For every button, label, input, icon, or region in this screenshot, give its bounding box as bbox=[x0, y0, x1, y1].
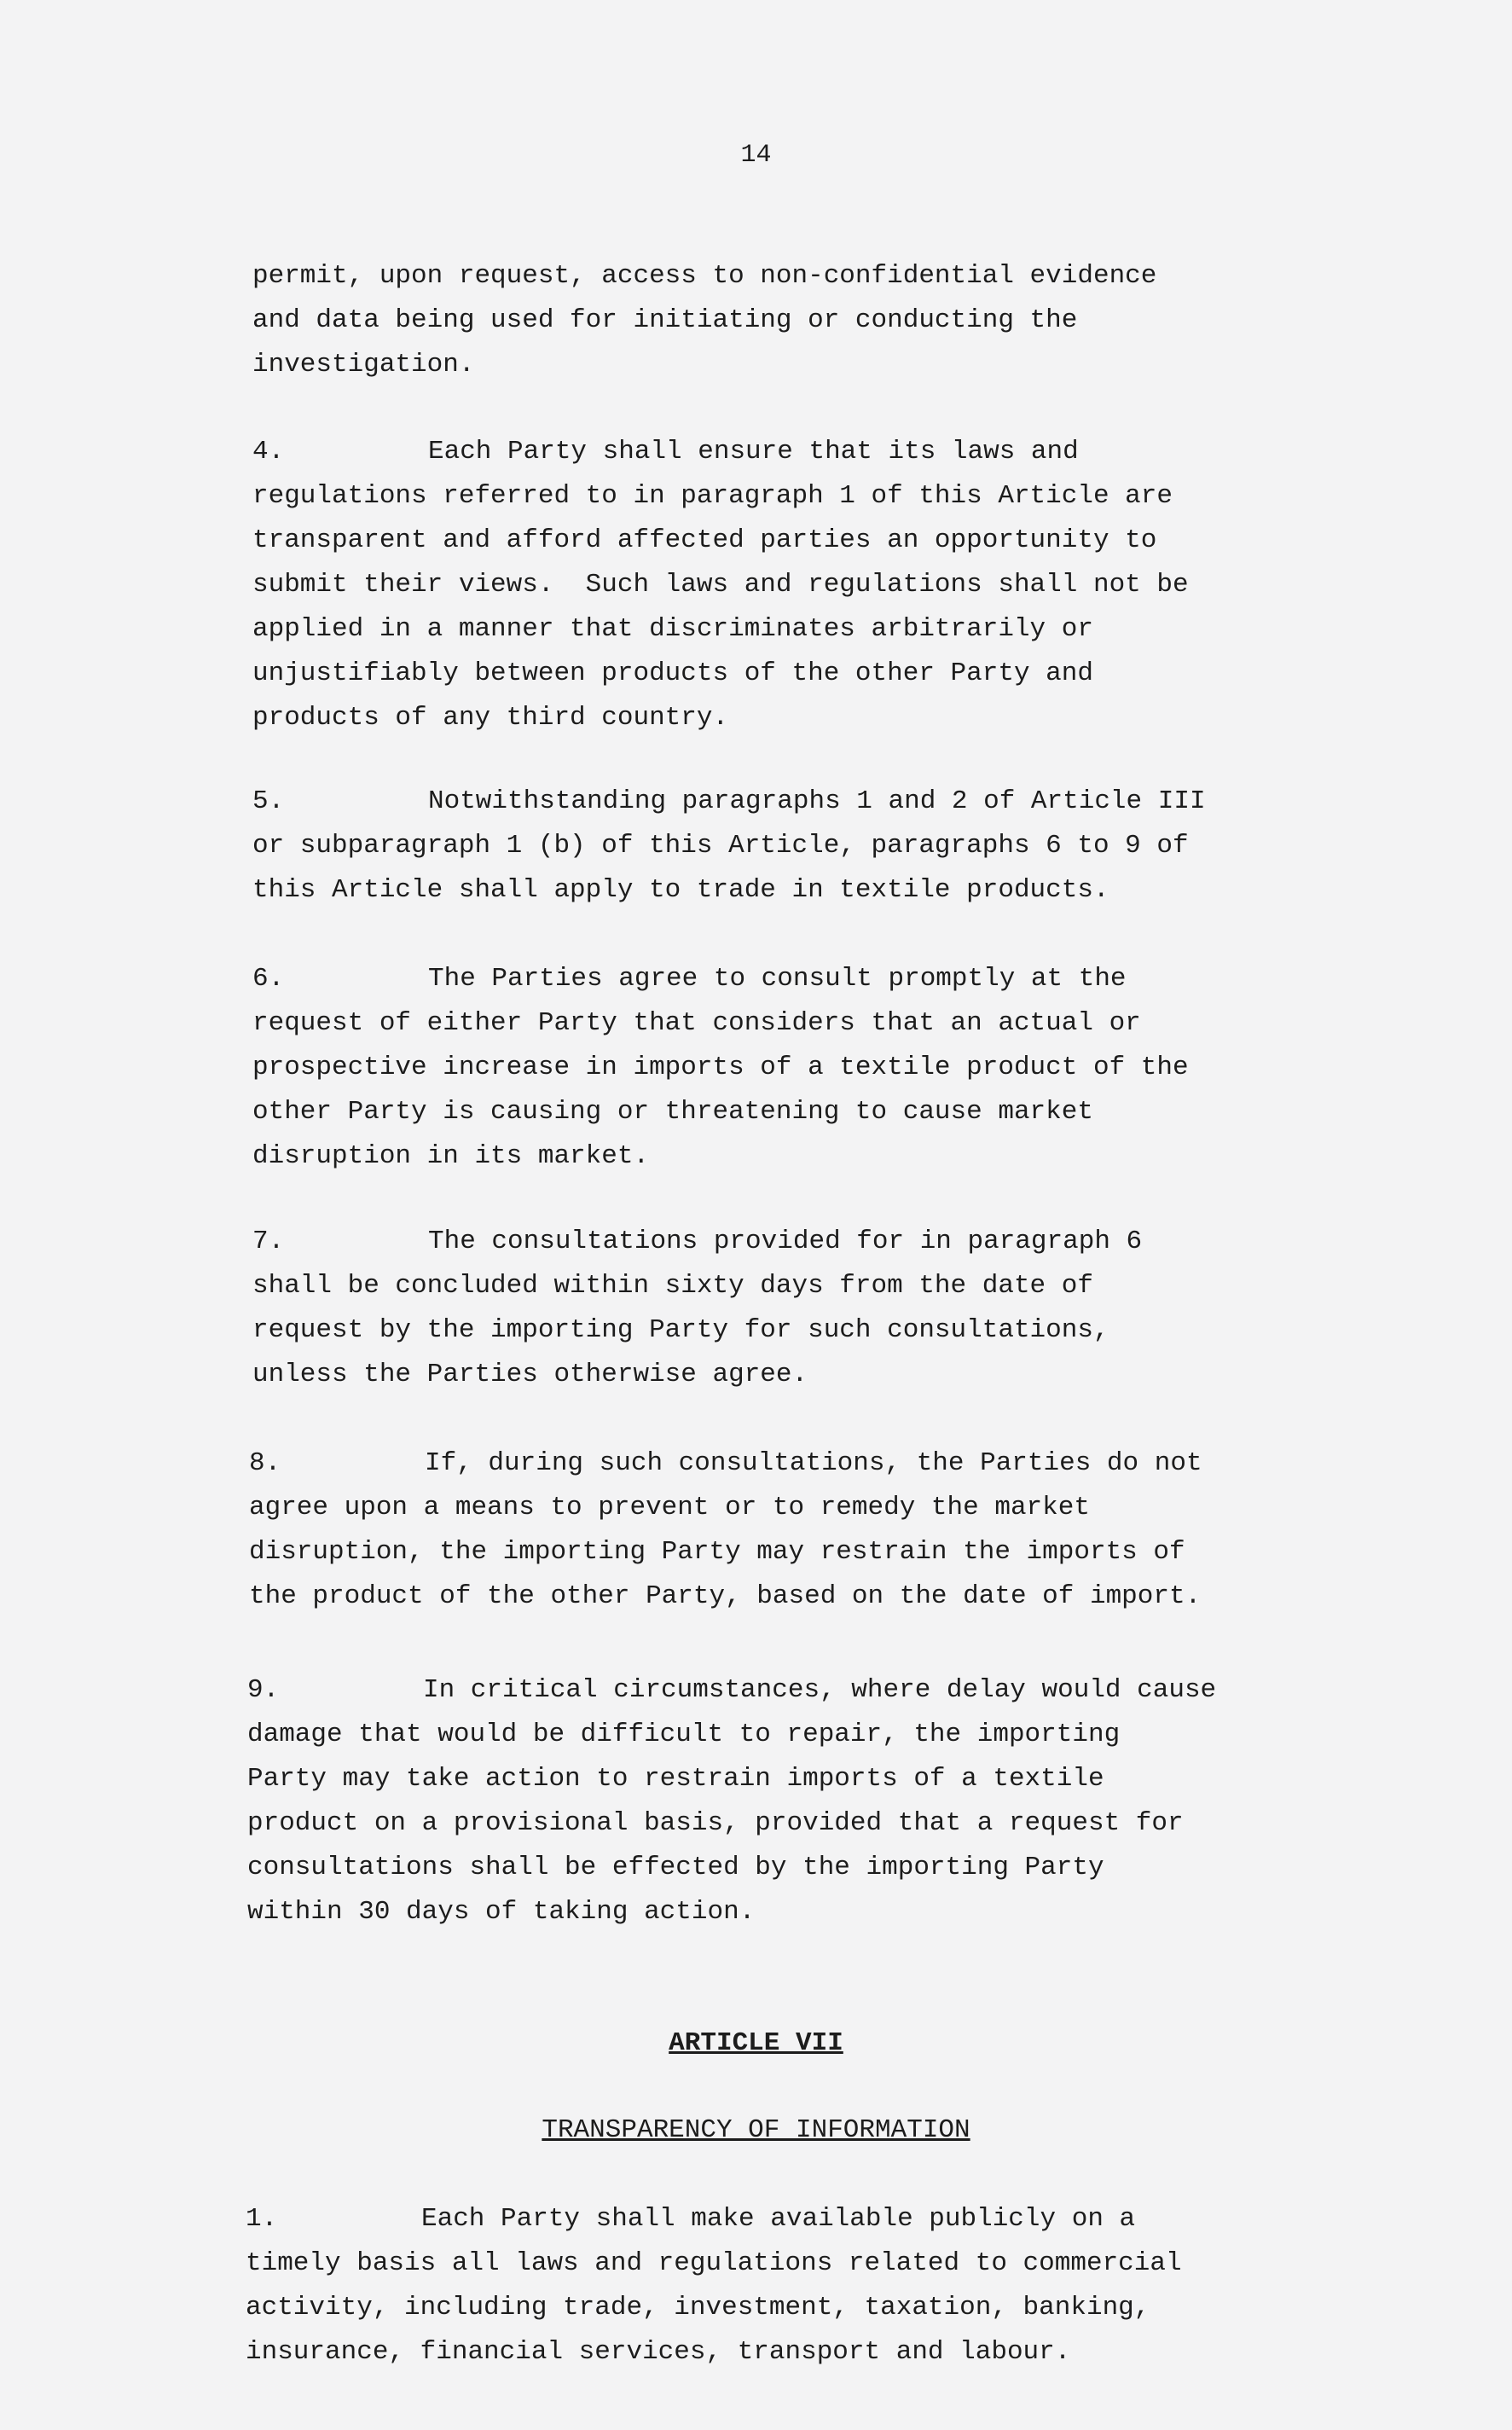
paragraph-line: disruption, the importing Party may restrain the imports of bbox=[249, 1537, 1185, 1567]
paragraph-line: and data being used for initiating or conducting the bbox=[252, 305, 1078, 335]
paragraph-line: The consultations provided for in paragraph 6 bbox=[428, 1227, 1143, 1256]
paragraph-number: 5. bbox=[252, 786, 285, 816]
paragraph-number: 8. bbox=[249, 1448, 281, 1478]
article-heading: ARTICLE VII bbox=[669, 2028, 843, 2058]
paragraph-line: If, during such consultations, the Parties do not bbox=[425, 1448, 1202, 1478]
paragraph-line: Each Party shall make available publicly on a bbox=[421, 2204, 1136, 2234]
paragraph-line: Notwithstanding paragraphs 1 and 2 of Article III bbox=[428, 786, 1206, 816]
paragraph-line: or subparagraph 1 (b) of this Article, paragraphs 6 to 9 of bbox=[252, 831, 1189, 861]
paragraph-line: regulations referred to in paragraph 1 of this Article are bbox=[252, 481, 1173, 511]
paragraph-line: activity, including trade, investment, taxation, banking, bbox=[246, 2293, 1150, 2323]
paragraph-line: products of any third country. bbox=[252, 703, 729, 733]
paragraph-line: prospective increase in imports of a textile product of the bbox=[252, 1053, 1189, 1082]
paragraph-line: permit, upon request, access to non-confidential evidence bbox=[252, 261, 1157, 291]
paragraph-line: within 30 days of taking action. bbox=[247, 1897, 756, 1927]
paragraph-line: product on a provisional basis, provided that a request for bbox=[247, 1808, 1184, 1838]
paragraph-5 bbox=[252, 780, 1206, 913]
paragraph-line: timely basis all laws and regulations related to commercial bbox=[246, 2248, 1182, 2278]
paragraph-line: agree upon a means to prevent or to remedy the market bbox=[249, 1493, 1090, 1522]
paragraph-line: applied in a manner that discriminates arbitrarily or bbox=[252, 614, 1093, 644]
paragraph-number: 6. bbox=[252, 964, 285, 994]
paragraph-4 bbox=[252, 430, 1189, 740]
paragraph-line: transparent and afford affected parties an opportunity to bbox=[252, 525, 1157, 555]
article-paragraph-1 bbox=[246, 2197, 1182, 2375]
paragraph-line: the product of the other Party, based on the date of import. bbox=[249, 1581, 1202, 1611]
paragraph-line: The Parties agree to consult promptly at the bbox=[428, 964, 1127, 994]
paragraph-line: submit their views. Such laws and regulations shall not be bbox=[252, 570, 1189, 600]
article-subheading: TRANSPARENCY OF INFORMATION bbox=[542, 2115, 970, 2145]
paragraph-line: In critical circumstances, where delay would cause bbox=[423, 1675, 1217, 1705]
paragraph-line: insurance, financial services, transport and labour. bbox=[246, 2337, 1071, 2367]
paragraph-continuation bbox=[252, 254, 1156, 387]
paragraph-line: Each Party shall ensure that its laws and bbox=[428, 437, 1079, 467]
paragraph-line: investigation. bbox=[252, 350, 475, 380]
paragraph-9 bbox=[247, 1668, 1216, 1934]
paragraph-6 bbox=[252, 957, 1189, 1179]
paragraph-line: disruption in its market. bbox=[252, 1141, 650, 1171]
paragraph-line: unless the Parties otherwise agree. bbox=[252, 1360, 808, 1389]
paragraph-line: request by the importing Party for such consultations, bbox=[252, 1315, 1109, 1345]
paragraph-number: 7. bbox=[252, 1227, 285, 1256]
page-number: 14 bbox=[740, 141, 772, 170]
paragraph-line: other Party is causing or threatening to cause market bbox=[252, 1097, 1093, 1127]
paragraph-7 bbox=[252, 1220, 1142, 1397]
paragraph-line: unjustifiably between products of the other Party and bbox=[252, 658, 1093, 688]
paragraph-number: 1. bbox=[246, 2204, 278, 2234]
paragraph-number: 9. bbox=[247, 1675, 280, 1705]
paragraph-line: consultations shall be effected by the importing Party bbox=[247, 1853, 1104, 1882]
paragraph-8 bbox=[249, 1441, 1202, 1619]
paragraph-line: request of either Party that considers that an actual or bbox=[252, 1008, 1141, 1038]
paragraph-line: shall be concluded within sixty days from the date of bbox=[252, 1271, 1093, 1301]
paragraph-line: damage that would be difficult to repair, the importing bbox=[247, 1720, 1121, 1749]
paragraph-number: 4. bbox=[252, 437, 285, 467]
paragraph-line: this Article shall apply to trade in textile products. bbox=[252, 875, 1109, 905]
paragraph-line: Party may take action to restrain imports of a textile bbox=[247, 1764, 1104, 1794]
